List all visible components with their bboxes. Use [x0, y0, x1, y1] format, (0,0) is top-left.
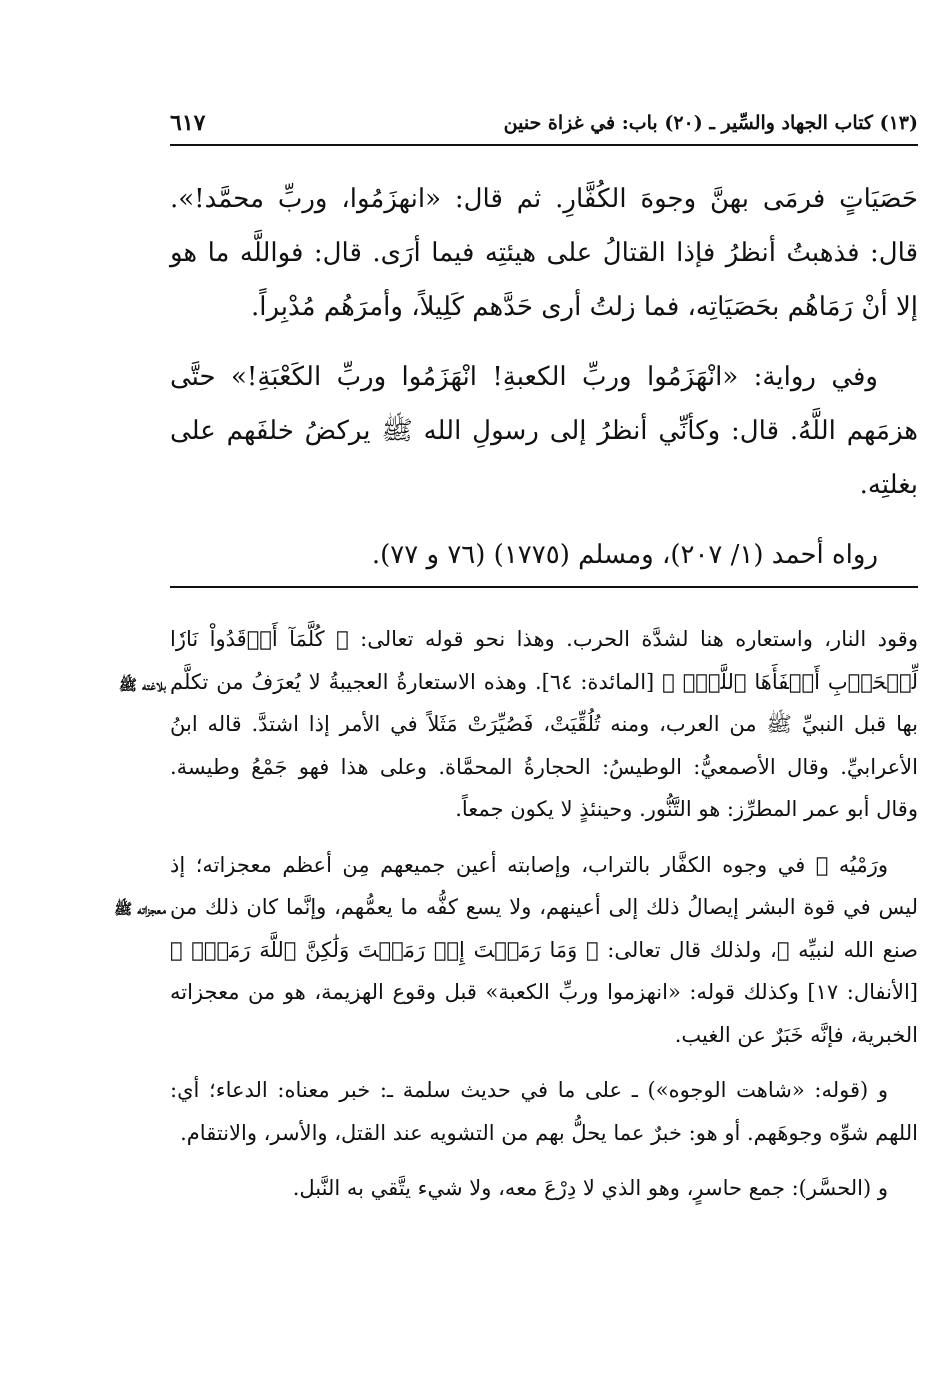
footnote-divider: [170, 586, 918, 588]
running-head: (١٣) كتاب الجهاد والسِّير ـ (٢٠) باب: في غزاة حنين: [503, 112, 918, 134]
page-number: ٦١٧: [170, 110, 206, 136]
hadith-text: [170, 172, 918, 598]
commentary: [170, 618, 918, 1223]
header-rule: [170, 144, 918, 146]
commentary-paragraph: و (الحسَّر): جمع حاسرٍ، وهو الذي لا دِرْعَ معه، ولا شيء يتَّقي به النَّبل.: [292, 1176, 888, 1200]
commentary-paragraph: و (قوله: «شاهت الوجوه») ـ على ما في حديث سلمة ـ: خبر معناه: الدعاء؛ أي: اللهم شوِّه وجوهَهم. أو هو: خبرٌ عما يحلُّ بهم من التشويه عند القتل، والأسر، والانتقام.: [170, 1078, 918, 1145]
page-header: [170, 108, 918, 142]
commentary-paragraph: وقود النار، واستعاره هنا لشدَّة الحرب. وهذا نحو قوله تعالى: ﴿ كُلَّمَآ أَوۡقَدُواْ نَارٗا لِّلۡحَرۡبِ أَطۡفَأَهَا ٱللَّهُۚ ﴾ [المائدة: ٦٤]. وهذه الاستعارةُ العجيبةُ لا يُعرَفُ من تكلَّم بها قبل النبيِّ ﷺ من العرب، ومنه تُلُقِّيَتْ، فَصُيِّرَتْ مَثَلاً في الأمر إذا اشتدَّ. قاله ابنُ الأعرابيِّ. وقال الأصمعيُّ: الوطيسُ: الحجارةُ المحمَّاة. وعلى هذا فهو جَمْعُ وطيسة. وقال أبو عمر المطرِّز: هو التَّنُّور. وحينئذٍ لا يكون جمعاً.: [170, 627, 918, 821]
hadith-source: رواه أحمد (١/ ٢٠٧)، ومسلم (١٧٧٥) (٧٦ و ٧٧).: [371, 540, 878, 570]
hadith-paragraph: وفي رواية: «انْهَزَمُوا وربِّ الكعبةِ! انْهَزَمُوا وربِّ الكَعْبَةِ!» حتَّى هزمَهم اللَّهُ. قال: وكأنِّي أنظرُ إلى رسولِ الله ﷺ يركضُ خلفَهم على بغلتِه.: [170, 362, 918, 500]
margin-note: معجزاته ﷺ: [114, 900, 166, 918]
hadith-paragraph: حَصَيَاتٍ فرمَى بهنَّ وجوهَ الكُفَّارِ. ثم قال: «انهزَمُوا، وربِّ محمَّد!». قال: فذهبتُ أنظرُ فإذا القتالُ على هيئتِه فيما أرَى. قال: فواللَّه ما هو إلا أنْ رَمَاهُم بحَصَيَاتِه، فما زلتُ أرى حَدَّهم كَلِيلاً، وأمرَهُم مُدْبِراً.: [170, 184, 918, 322]
commentary-paragraph: ورَمْيُه ﷺ في وجوه الكفَّار بالتراب، وإصابته أعين جميعهم مِن أعظم معجزاته؛ إذ ليس في قوة البشر إيصالُ ذلك إلى أعينهم، ولا يسع كفُّه ما يعمُّهم، وإنَّما كان ذلك من صنع الله لنبيِّه ﷺ، ولذلك قال تعالى: ﴿ وَمَا رَمَيۡتَ إِذۡ رَمَيۡتَ وَلَٰكِنَّ ٱللَّهَ رَمَىٰۚ ﴾ [الأنفال: ١٧] وكذلك قوله: «انهزموا وربِّ الكعبة» قبل وقوع الهزيمة، هو من معجزاته الخبرية، فإنَّه خَبَرٌ عن الغيب.: [170, 852, 918, 1047]
margin-note: بلاغته ﷺ: [118, 676, 166, 694]
